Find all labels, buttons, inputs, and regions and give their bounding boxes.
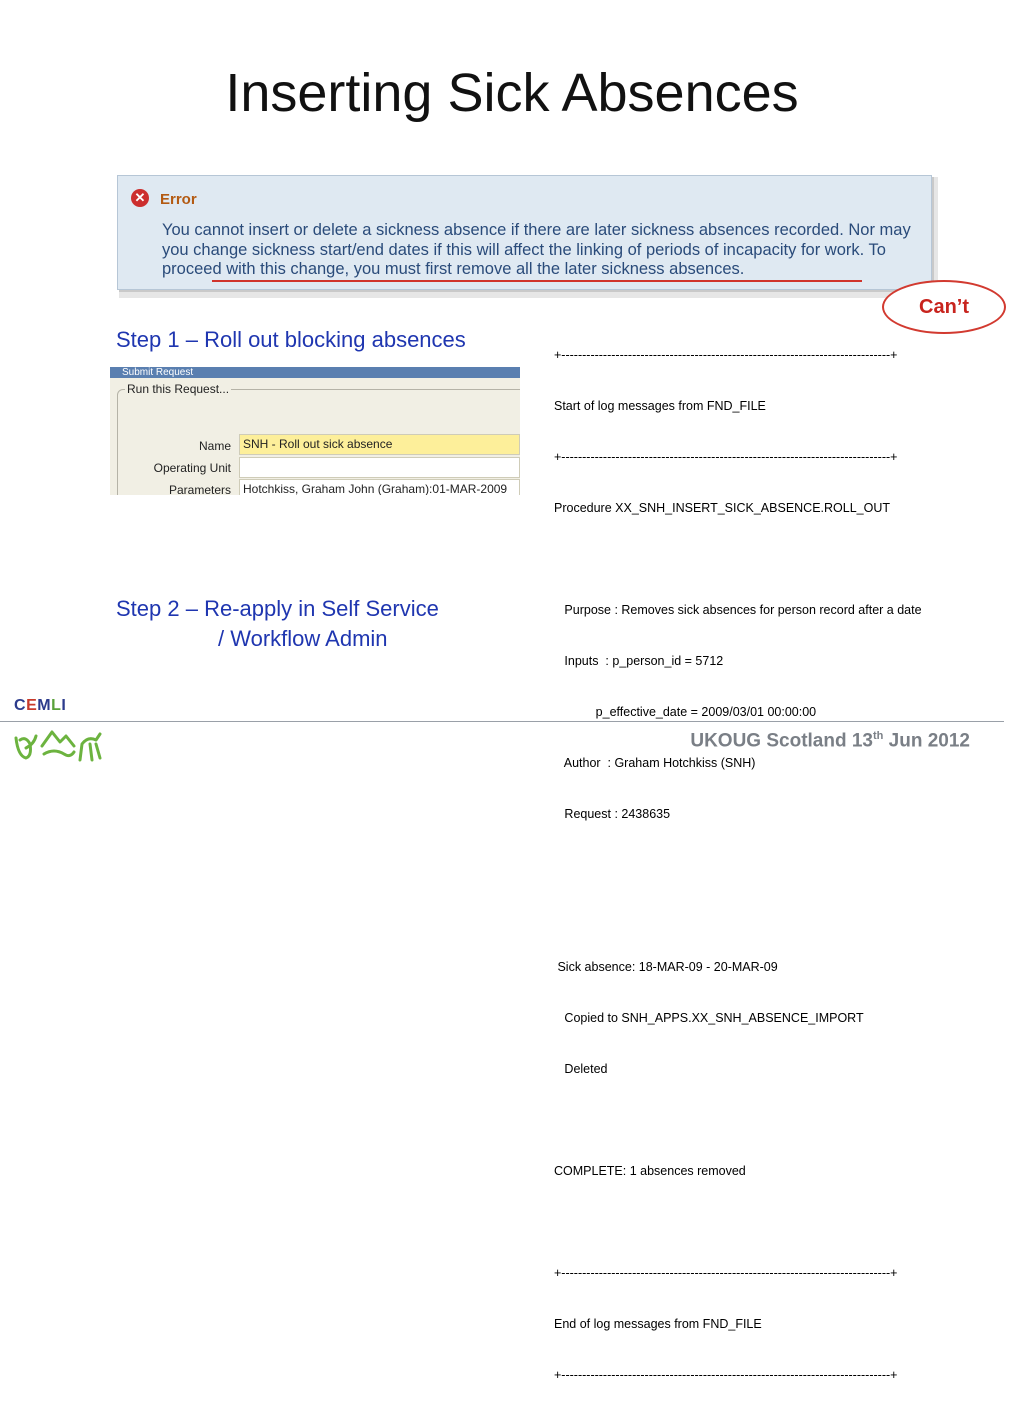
cant-callout: Can’t bbox=[882, 280, 1006, 334]
step-1-label: Step 1 – Roll out blocking absences bbox=[116, 327, 466, 352]
brand-letter: L bbox=[51, 697, 62, 714]
error-message: You cannot insert or delete a sickness absence if there are later sickness absences recorded. Nor may you change sickness start/end dates if this will affect the linking of periods of incapacity for work. To proceed with this change, you must first remove all the later sickness absences. bbox=[162, 221, 911, 278]
log-line: Author : Graham Hotchkiss (SNH) bbox=[554, 756, 756, 770]
event-superscript: th bbox=[873, 730, 884, 742]
log-line: +-------------------------------------------------------------------------------+ bbox=[554, 450, 898, 464]
name-label: Name bbox=[198, 439, 231, 453]
slide-title: Inserting Sick Absences bbox=[225, 63, 799, 123]
log-line: End of log messages from FND_FILE bbox=[554, 1317, 762, 1331]
error-x-icon: ✕ bbox=[131, 189, 149, 207]
log-line: Purpose : Removes sick absences for person record after a date bbox=[554, 603, 922, 617]
parameters-field[interactable]: Hotchkiss, Graham John (Graham):01-MAR-2009 bbox=[239, 479, 520, 495]
log-line bbox=[554, 857, 922, 874]
run-request-group-label: Run this Request... bbox=[127, 382, 230, 396]
step-2-line-1: Step 2 – Re-apply in Self Service bbox=[116, 596, 439, 621]
cemli-brand bbox=[14, 697, 66, 715]
step-2-label bbox=[116, 594, 439, 654]
log-line: Inputs : p_person_id = 5712 bbox=[554, 654, 724, 668]
operating-unit-field[interactable] bbox=[239, 457, 520, 478]
log-line: Copied to SNH_APPS.XX_SNH_ABSENCE_IMPORT bbox=[554, 1011, 864, 1025]
log-line: Request : 2438635 bbox=[554, 807, 671, 821]
error-title: Error bbox=[160, 191, 197, 208]
event-suffix: Jun 2012 bbox=[883, 730, 970, 752]
brand-letter: E bbox=[26, 697, 38, 714]
log-line bbox=[554, 908, 922, 925]
log-line: COMPLETE: 1 absences removed bbox=[554, 1164, 746, 1178]
form-window-titlebar: Submit Request bbox=[110, 367, 520, 378]
event-footer bbox=[690, 730, 970, 752]
log-line: Procedure XX_SNH_INSERT_SICK_ABSENCE.ROLL_OUT bbox=[554, 501, 891, 515]
log-line: +-------------------------------------------------------------------------------+ bbox=[554, 1266, 898, 1280]
submit-request-form bbox=[110, 367, 520, 495]
step-2-line-2: / Workflow Admin bbox=[218, 626, 388, 651]
log-line: Start of log messages from FND_FILE bbox=[554, 399, 766, 413]
log-line: +-------------------------------------------------------------------------------+ bbox=[554, 348, 898, 362]
log-line bbox=[554, 1214, 922, 1231]
name-field[interactable]: SNH - Roll out sick absence bbox=[239, 434, 520, 455]
scottish-landscape-logo-icon bbox=[12, 726, 104, 764]
error-box-shadow bbox=[932, 177, 938, 297]
error-box-shadow-bottom bbox=[119, 292, 938, 298]
log-line: Sick absence: 18-MAR-09 - 20-MAR-09 bbox=[554, 960, 778, 974]
brand-letter: M bbox=[37, 697, 52, 714]
log-line: Deleted bbox=[554, 1062, 608, 1076]
footer-divider bbox=[0, 721, 1004, 722]
log-line bbox=[554, 1112, 922, 1129]
brand-letter: C bbox=[14, 697, 27, 714]
brand-letter: I bbox=[61, 697, 67, 714]
log-output bbox=[554, 313, 922, 1401]
error-highlight-underline bbox=[212, 280, 862, 282]
log-line: p_effective_date = 2009/03/01 00:00:00 bbox=[554, 705, 817, 719]
log-line bbox=[554, 551, 922, 568]
operating-unit-label: Operating Unit bbox=[153, 461, 231, 475]
log-line: +-------------------------------------------------------------------------------+ bbox=[554, 1368, 898, 1382]
event-prefix: UKOUG Scotland 13 bbox=[690, 730, 873, 752]
parameters-label: Parameters bbox=[168, 483, 231, 495]
